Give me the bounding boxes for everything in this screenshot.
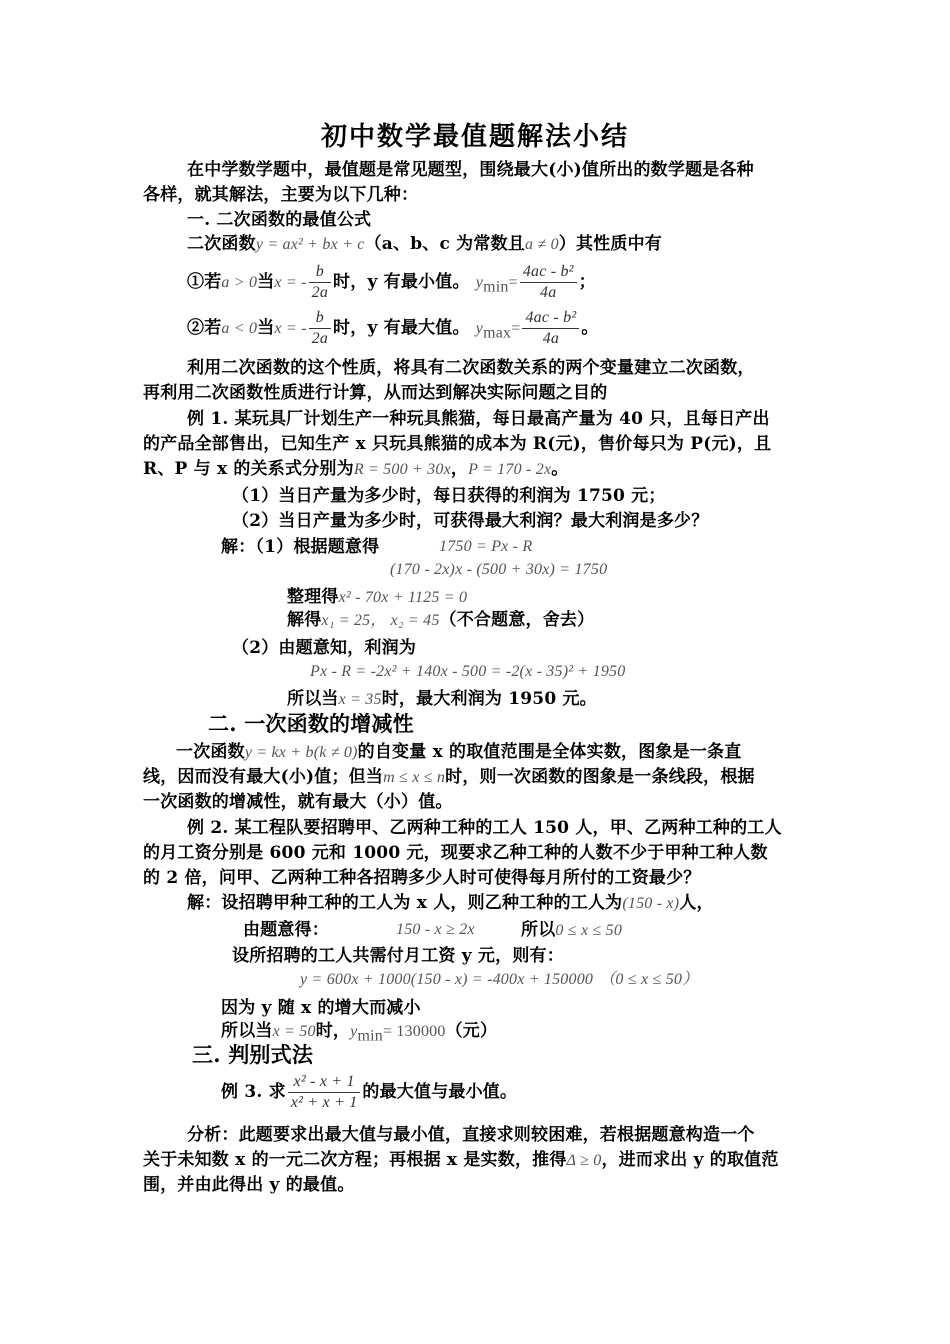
analysis-line-1: 分析：此题要求出最大值与最小值，直接求则较困难，若根据题意构造一个 [187, 1125, 755, 1145]
text: 一次函数 [176, 742, 245, 762]
example3-line [221, 1070, 517, 1114]
text: 关于未知数 x 的一元二次方程；再根据 x 是实数，推得 [143, 1150, 567, 1170]
condition-label: 由题意得： [243, 920, 329, 940]
text: ，进而求出 y 的取值范 [601, 1150, 779, 1170]
wage-equation: y = 600x + 1000(150 - x) = -400x + 150000 [300, 971, 594, 988]
text: 解得 [287, 610, 322, 630]
question-2: （2）当日产量为多少时，可获得最大利润？最大利润是多少？ [232, 511, 709, 531]
text: 所以当 [221, 1021, 273, 1041]
text: 的自变量 x 的取值范围是全体实数，图象是一条直 [357, 742, 742, 762]
denominator: x² + x + 1 [290, 1094, 358, 1111]
quadratic-definition [187, 232, 662, 257]
example1-line-1: 例 1. 某玩具厂计划生产一种玩具熊猫，每日最高产量为 40 只，且每日产出 [187, 409, 770, 429]
unit: （元） [445, 1021, 498, 1041]
text: 。 [551, 459, 569, 479]
simplify-line [287, 585, 467, 610]
fraction-vertex-value [520, 262, 577, 303]
equals: = [511, 320, 521, 337]
wage-line: 设所招聘的工人共需付月工资 y 元，则有： [232, 946, 564, 966]
text: 所以 [521, 920, 556, 940]
subscript: min [483, 278, 509, 296]
section1-heading: 一. 二次函数的最值公式 [187, 210, 372, 230]
cost-formula: R = 500 + 30x [353, 461, 451, 478]
example3-fraction [288, 1072, 361, 1113]
subscript: max [483, 324, 512, 342]
text: （a、b、c 为常数且 [364, 234, 525, 254]
y-max-symbol: y [475, 320, 484, 337]
text: 时， [315, 1021, 351, 1041]
solution-label: 解：（1）根据题意得 [221, 537, 380, 557]
text: 时，y 有最大值。 [333, 318, 470, 338]
text: ②若 [187, 318, 222, 338]
text: 时，y 有最小值。 [333, 272, 470, 292]
subscript: min [357, 1027, 383, 1045]
x-value: x = 35 [338, 691, 382, 708]
fraction-vertex-value [522, 308, 579, 349]
condition: a < 0 [221, 320, 258, 337]
range: m ≤ x ≤ n [383, 769, 446, 786]
range: 0 ≤ x ≤ 50 [555, 922, 623, 939]
section2-line-2 [143, 765, 755, 790]
text: 整理得 [287, 587, 339, 607]
text: ， [450, 459, 469, 479]
quadratic-formula: y = ax² + bx + c [255, 236, 365, 253]
denominator: 4a [540, 284, 557, 301]
text: 解：设招聘甲种工种的工人为 x 人，则乙种工种的工人为 [187, 893, 623, 913]
text: 当 [257, 318, 275, 338]
example2-solution [187, 891, 714, 916]
section2-heading: 二. 一次函数的增减性 [208, 711, 414, 736]
text: 当 [257, 272, 275, 292]
numerator: 4ac - b² [520, 262, 577, 283]
equation-2: (170 - 2x)x - (500 + 30x) = 1750 [390, 561, 608, 578]
decreasing-line: 因为 y 随 x 的增大而减小 [221, 998, 421, 1018]
equals: = [508, 274, 518, 291]
y-min-symbol: y [350, 1023, 358, 1040]
text: 人， [679, 893, 714, 913]
x-expression: x = - [274, 320, 307, 337]
x-expression: x = - [274, 274, 307, 291]
part2-label: （2）由题意知，利润为 [232, 638, 417, 658]
example1-line-2: 的产品全部售出，已知生产 x 只玩具熊猫的成本为 R(元)，售价每只为 P(元)，且 [143, 434, 772, 454]
text: 时，则一次函数的图象是一条线段，根据 [445, 767, 755, 787]
linear-formula: y = kx + b(k ≠ 0) [244, 744, 358, 761]
fraction-b-2a [309, 308, 331, 349]
question-1: （1）当日产量为多少时，每日获得的利润为 1750 元； [232, 486, 666, 506]
text: ）其性质中有 [558, 234, 662, 254]
discriminant-condition: Δ ≥ 0 [566, 1152, 602, 1169]
conclusion-1 [287, 687, 597, 712]
case-minimum [187, 260, 596, 309]
roots: x₁ = 25， x₂ = 45 [321, 612, 440, 629]
example2-line-3: 的 2 倍，问甲、乙两种工种各招聘多少人时可使得每月所付的工资最少？ [143, 868, 701, 888]
expression: (150 - x) [622, 895, 680, 912]
numerator: b [309, 308, 331, 329]
simplified-equation: x² - 70x + 1125 = 0 [338, 589, 468, 606]
text: R、P 与 x 的关系式分别为 [143, 459, 354, 479]
text: ①若 [187, 272, 222, 292]
x-value: x = 50 [272, 1023, 316, 1040]
text: 时，最大利润为 1950 元。 [381, 689, 597, 709]
case-maximum [187, 306, 599, 355]
text: 例 3. 求 [221, 1082, 286, 1102]
wage-range: （0 ≤ x ≤ 50） [599, 971, 699, 988]
usage-line-1: 利用二次函数的这个性质，将具有二次函数关系的两个变量建立二次函数， [187, 358, 755, 378]
example2-line-2: 的月工资分别是 600 元和 1000 元，现要求乙种工种的人数不少于甲种工种人数 [143, 843, 768, 863]
fraction-b-2a [309, 262, 331, 303]
y-min-symbol: y [475, 274, 484, 291]
numerator: x² - x + 1 [288, 1072, 361, 1093]
equation-1: 1750 = Px - R [439, 538, 533, 555]
text: 的最大值与最小值。 [362, 1082, 518, 1102]
denominator: 4a [542, 330, 560, 347]
numerator: 4ac - b² [522, 308, 579, 329]
profit-equation: Px - R = -2x² + 140x - 500 = -2(x - 35)² + 1950 [310, 663, 626, 680]
condition: a ≠ 0 [524, 236, 559, 253]
text: 二次函数 [187, 234, 256, 254]
numerator: b [309, 262, 331, 283]
denominator: 2a [311, 330, 329, 347]
text: 线，因而没有最大(小)值；但当 [143, 767, 384, 787]
analysis-line-2 [143, 1148, 779, 1173]
section2-line-3: 一次函数的增减性，就有最大（小）值。 [143, 792, 453, 812]
condition: a > 0 [221, 274, 258, 291]
text: 所以当 [287, 689, 339, 709]
denominator: 2a [311, 284, 329, 301]
usage-line-2: 再利用二次函数性质进行计算，从而达到解决实际问题之目的 [143, 383, 608, 403]
example1-line-3 [143, 457, 568, 482]
section3-heading: 三. 判别式法 [192, 1042, 314, 1067]
example2-line-1: 例 2. 某工程队要招聘甲、乙两种工种的工人 150 人，甲、乙两种工种的工人 [187, 818, 782, 838]
page-title: 初中数学最值题解法小结 [320, 122, 629, 152]
analysis-line-3: 围，并由此得出 y 的最值。 [143, 1175, 355, 1195]
price-formula: P = 170 - 2x [468, 461, 552, 478]
wage-equation-line [300, 967, 698, 992]
condition-inequality: 150 - x ≥ 2x [396, 921, 475, 938]
min-value: = 130000 [382, 1023, 446, 1040]
text: （不合题意，舍去） [439, 610, 595, 630]
intro-line-2: 各样，就其解法，主要为以下几种： [143, 185, 419, 205]
text: 。 [581, 318, 599, 338]
condition-range [521, 918, 622, 943]
text: ； [578, 272, 596, 292]
solve-line [287, 608, 594, 633]
intro-line-1: 在中学数学题中，最值题是常见题型，围绕最大(小)值所出的数学题是各种 [187, 160, 754, 180]
section2-line-1 [176, 740, 741, 765]
